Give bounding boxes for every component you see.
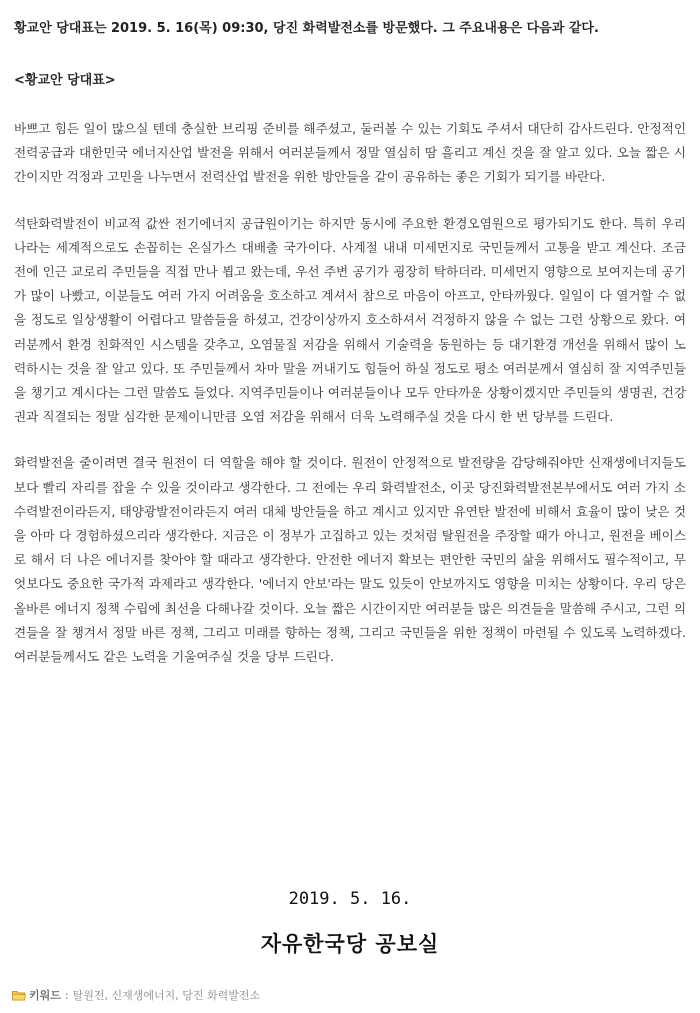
folder-icon <box>12 990 26 1001</box>
speech-body <box>14 117 686 691</box>
paragraph-1: 바쁘고 힘든 일이 많으실 텐데 충실한 브리핑 준비를 해주셨고, 둘러볼 수 있는 기회도 주셔서 대단히 감사드린다. 안정적인 전력공급과 대한민국 에너지산업 발전을 위해서 여러분들께서 정말 열심히 땀 흘리고 계신 것을 잘 알고 있다. 오늘 짧은 시간이지만 걱정과 고민을 나누면서 전력산업 발전을 위한 방안들을 같이 공유하는 좋은 기회가 되기를 바란다. <box>14 121 686 185</box>
signature-date: 2019. 5. 16. <box>288 889 412 909</box>
keywords-separator: : <box>64 988 69 1002</box>
paragraph-2: 석탄화력발전이 비교적 값싼 전기에너지 공급원이기는 하지만 동시에 주요한 환경오염원으로 평가되기도 한다. 특히 우리나라는 세계적으로도 손꼽히는 온실가스 대배출 국가이다. 사계절 내내 미세먼지로 국민들께서 고통을 받고 계신다. 조금 전에 인근 교로리 주민들을 직접 만나 뵙고 왔는데, 우선 주변 공기가 굉장히 탁하더라. 미세먼지 영향으로 보여지는데 공기가 많이 나빴고, 이분들도 여러 가지 어려움을 호소하고 계셔서 참으로 마음이 아프고, 안타까웠다. 일일이 다 열거할 수 없을 정도로 일상생활이 어렵다고 말씀들을 하셨고, 건강이상까지 호소하셔서 걱정하지 않을 수 없는 그런 상황으로 왔다. 여러분께서 환경 친화적인 시스템을 갖추고, 오염물질 저감을 위해서 기술력을 동원하는 등 대기환경 개선을 위해서 많이 노력하시는 것을 잘 알고 있다. 또 주민들께서 차마 말을 꺼내기도 힘들어 하실 정도로 평소 여러분께서 열심히 잘 지역주민들을 챙기고 계시다는 그런 말씀도 들었다. 지역주민들이나 여러분들이나 모두 안타까운 상황이겠지만 주민들의 생명권, 건강권과 직결되는 정말 심각한 문제이니만큼 오염 저감을 위해서 더욱 노력해주실 것을 다시 한 번 당부를 드린다. <box>14 215 686 425</box>
keywords-label: 키워드 <box>29 989 61 1002</box>
keywords-list[interactable]: 탈원전, 신재생에너지, 당진 화력발전소 <box>72 989 261 1002</box>
intro-line: 황교안 당대표는 2019. 5. 16(목) 09:30, 당진 화력발전소를 방문했다. 그 주요내용은 다음과 같다. <box>14 21 599 36</box>
speaker-heading: <황교안 당대표> <box>14 73 116 88</box>
paragraph-3: 화력발전을 줄이려면 결국 원전이 더 역할을 해야 할 것이다. 원전이 안정적으로 발전량을 감당해줘야만 신재생에너지들도 보다 빨리 자리를 잡을 수 있을 것이라고 생각한다. 그 전에는 우리 화력발전소, 이곳 당진화력발전본부에서도 여러 가지 소수력발전이라든지, 태양광발전이라든지 여러 대체 방안들을 하고 계시고 있지만 유연탄 발전에 비해서 효율이 많이 낮은 것을 아마 다 경험하셨으리라 생각한다. 지금은 이 정부가 고집하고 있는 것처럼 탈원전을 주장할 때가 아니고, 원전을 베이스로 해서 더 나은 에너지를 찾아야 할 때라고 생각한다. 안전한 에너지 확보는 편안한 국민의 삶을 위해서도 필수적이고, 무엇보다도 중요한 국가적 과제라고 생각한다. '에너지 안보'라는 말도 있듯이 안보까지도 영향을 미치는 상황이다. 우리 당은 올바른 에너지 정책 수립에 최선을 다해나갈 것이다. 오늘 짧은 시간이지만 여러분들 많은 의견들을 말씀해 주시고, 그런 의견들을 잘 챙겨서 정말 바른 정책, 그리고 미래를 향하는 정책, 그리고 국민들을 위한 정책이 마련될 수 있도록 노력하겠다. 여러분들께서도 같은 노력을 기울여주실 것을 당부 드린다. <box>14 455 686 665</box>
keywords-bar <box>12 987 260 1003</box>
signature-organization: 자유한국당 공보실 <box>260 932 440 956</box>
